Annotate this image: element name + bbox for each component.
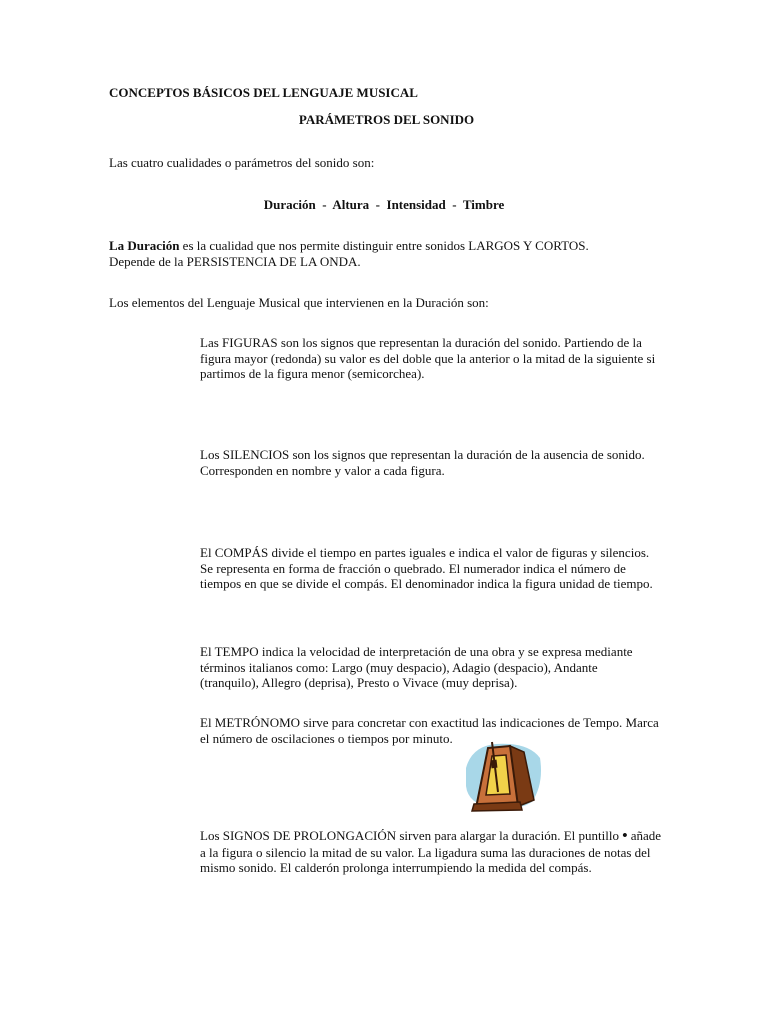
- duracion-paragraph: [109, 238, 669, 269]
- duracion-term: La Duración: [109, 238, 180, 253]
- elementos-intro: Los elementos del Lenguaje Musical que intervienen en la Duración son:: [109, 295, 489, 310]
- duracion-definition: es la cualidad que nos permite distinguir entre sonidos LARGOS Y CORTOS.: [179, 238, 589, 253]
- prolongacion-text: añade: [627, 828, 662, 843]
- tempo-line: términos italianos como: Largo (muy despacio), Adagio (despacio), Andante: [200, 659, 598, 675]
- silencios-line: Los SILENCIOS son los signos que representan la duración de la ausencia de sonido.: [200, 447, 645, 462]
- duracion-line-2: Depende de la PERSISTENCIA DE LA ONDA.: [109, 253, 361, 269]
- figuras-line: figura mayor (redonda) su valor es del doble que la anterior o la mitad de la siguiente si: [200, 350, 656, 366]
- document-title: CONCEPTOS BÁSICOS DEL LENGUAJE MUSICAL: [109, 85, 418, 100]
- puntillo-dot-icon: •: [622, 828, 628, 844]
- section-subtitle: PARÁMETROS DEL SONIDO: [298, 112, 475, 127]
- silencios-paragraph: [200, 447, 670, 478]
- metronomo-line: el número de oscilaciones o tiempos por minuto.: [200, 730, 453, 746]
- prolongacion-paragraph: [200, 828, 670, 876]
- figuras-paragraph: [200, 335, 670, 382]
- compas-line: Se representa en forma de fracción o quebrado. El numerador indica el número de: [200, 560, 626, 576]
- tempo-line: (tranquilo), Allegro (deprisa), Presto o Vivace (muy deprisa).: [200, 675, 518, 690]
- prolongacion-line: mismo sonido. El calderón prolonga interrumpiendo la medida del compás.: [200, 860, 592, 875]
- metronomo-paragraph: [200, 715, 670, 746]
- compas-line: tiempos en que se divide el compás. El denominador indica la figura unidad de tiempo.: [200, 576, 653, 591]
- intro-paragraph: Las cuatro cualidades o parámetros del sonido son:: [109, 155, 375, 170]
- metronome-weight: [491, 760, 498, 769]
- metronome-base: [472, 802, 522, 811]
- silencios-line: Corresponden en nombre y valor a cada figura.: [200, 462, 445, 478]
- compas-paragraph: [200, 545, 670, 592]
- metronomo-line: El METRÓNOMO sirve para concretar con exactitud las indicaciones de Tempo. Marca: [200, 715, 659, 730]
- prolongacion-text: Los SIGNOS DE PROLONGACIÓN sirven para alargar la duración. El puntillo: [200, 828, 623, 843]
- parameters-list: Duración - Altura - Intensidad - Timbre: [263, 197, 505, 212]
- compas-line: El COMPÁS divide el tiempo en partes iguales e indica el valor de figuras y silencios.: [200, 545, 650, 560]
- tempo-line: El TEMPO indica la velocidad de interpretación de una obra y se expresa mediante: [200, 644, 633, 659]
- metronome-clipart-icon: [462, 738, 544, 812]
- figuras-line: partimos de la figura menor (semicorchea).: [200, 366, 425, 381]
- prolongacion-line-1: [200, 828, 670, 845]
- duracion-line-1: [109, 238, 669, 254]
- tempo-paragraph: [200, 644, 670, 691]
- prolongacion-line: a la figura o silencio la mitad de su valor. La ligadura suma las duraciones de notas del: [200, 844, 651, 860]
- figuras-line: Las FIGURAS son los signos que representan la duración del sonido. Partiendo de la: [200, 335, 642, 350]
